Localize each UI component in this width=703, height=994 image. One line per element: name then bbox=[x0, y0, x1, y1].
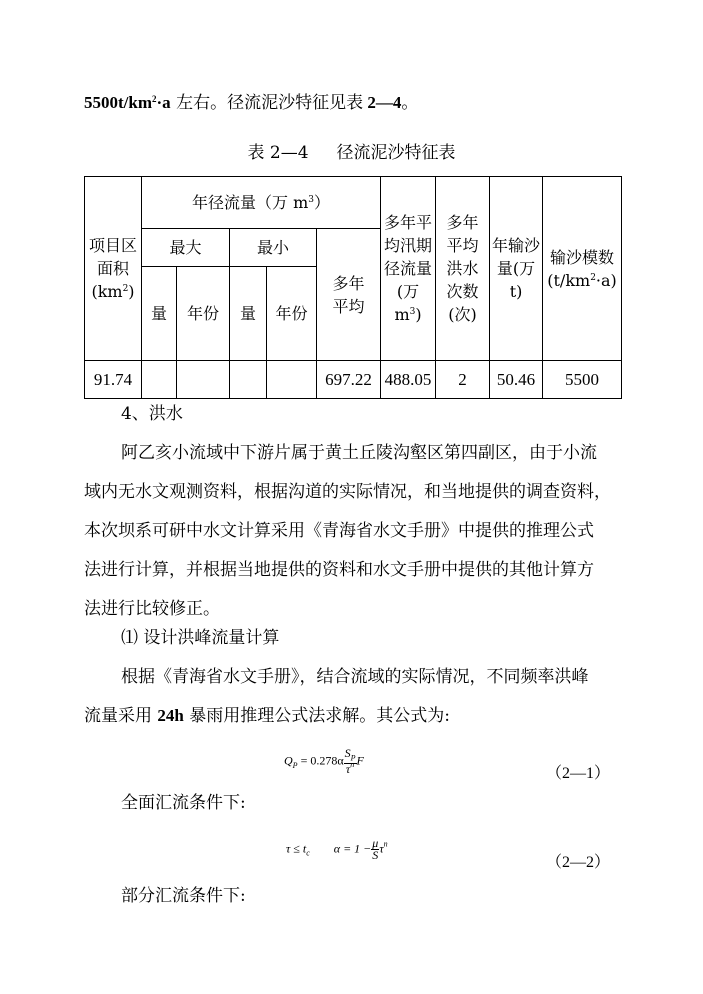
table-number: 表 2—4 bbox=[247, 143, 309, 163]
formula-coefficient: $\tau \le t_c$ α = 1 − $\frac{\mu}{S}$ $\tau^n$ bbox=[286, 836, 388, 862]
header-modulus: 输沙模数 $(t/km^2\cdot a)$ bbox=[543, 177, 622, 361]
header-max-year: 年份 bbox=[177, 267, 230, 361]
cell-flood-runoff: 488.05 bbox=[381, 361, 436, 399]
header-min-amount: 量 bbox=[230, 267, 267, 361]
header-flood-runoff: 多年平 均汛期 径流量 (万 $m^3$) bbox=[381, 177, 436, 361]
section-heading: 4、洪水 bbox=[121, 404, 183, 424]
intro-line: $5500t/km^2\cdot a$ 左右。径流泥沙特征见表 2—4。 bbox=[84, 93, 419, 113]
equation-number: （2—1） bbox=[546, 765, 611, 782]
cell-min-amount bbox=[230, 361, 267, 399]
header-max: 最大 bbox=[142, 229, 230, 267]
paragraph-line: 阿乙亥小流域中下游片属于黄土丘陵沟壑区第四副区，由于小流 bbox=[121, 443, 597, 463]
header-annual-runoff: 年径流量（万 $m^3$） bbox=[142, 177, 381, 229]
cell-max-amount bbox=[142, 361, 177, 399]
equation-number: （2—2） bbox=[546, 854, 611, 871]
table-row bbox=[85, 361, 622, 399]
header-area: 项目区 面积 $(km^2)$ bbox=[85, 177, 142, 361]
cell-sediment: 50.46 bbox=[490, 361, 543, 399]
paragraph-line: 法进行比较修正。 bbox=[84, 599, 220, 619]
table-title: 径流泥沙特征表 bbox=[336, 143, 456, 163]
cell-modulus: 5500 bbox=[543, 361, 622, 399]
header-min-year: 年份 bbox=[267, 267, 317, 361]
modulus-value: $5500t/km^2\cdot a$ bbox=[84, 93, 171, 112]
paragraph-line: 流量采用 24h 暴雨用推理公式法求解。其公式为: bbox=[84, 706, 451, 726]
paragraph-line: 法进行计算，并根据当地提供的资料和水文手册中提供的其他计算方 bbox=[84, 560, 594, 580]
partial-flow-label: 部分汇流条件下: bbox=[121, 886, 246, 906]
paragraph-line: 域内无水文观测资料，根据沟道的实际情况，和当地提供的调查资料， bbox=[84, 482, 611, 502]
cell-average: 697.22 bbox=[317, 361, 381, 399]
cell-min-year bbox=[267, 361, 317, 399]
cell-max-year bbox=[177, 361, 230, 399]
header-flood-count: 多年 平均 洪水 次数 (次) bbox=[436, 177, 490, 361]
header-max-amount: 量 bbox=[142, 267, 177, 361]
full-flow-label: 全面汇流条件下: bbox=[121, 793, 246, 813]
header-sediment: 年输沙 量(万 t) bbox=[490, 177, 543, 361]
table-caption bbox=[0, 138, 703, 163]
header-average: 多年 平均 bbox=[317, 229, 381, 361]
cell-area: 91.74 bbox=[85, 361, 142, 399]
paragraph-line: 根据《青海省水文手册》，结合流域的实际情况，不同频率洪峰 bbox=[121, 667, 589, 687]
paragraph-line: 本次坝系可研中水文计算采用《青海省水文手册》中提供的推理公式 bbox=[84, 521, 594, 541]
subheading: ⑴ 设计洪峰流量计算 bbox=[121, 628, 280, 648]
cell-flood-count: 2 bbox=[436, 361, 490, 399]
runoff-sediment-table bbox=[84, 176, 622, 399]
header-min: 最小 bbox=[230, 229, 317, 267]
formula-peak-flow: $Q_P = 0.278\alpha$ $\frac{S_P}{\tau^n}$ F bbox=[284, 746, 364, 777]
